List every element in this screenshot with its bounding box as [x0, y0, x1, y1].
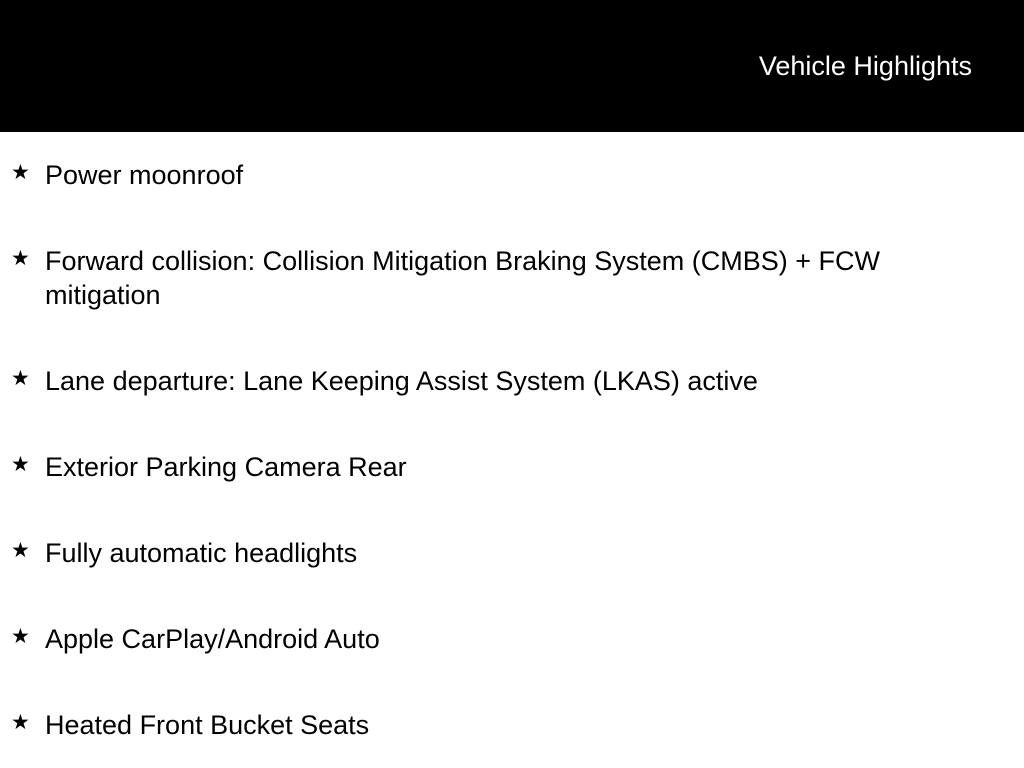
feature-label: Exterior Parking Camera Rear [45, 452, 407, 482]
feature-item-power-moonroof [0, 132, 1024, 218]
feature-item-parking-camera [0, 424, 1024, 510]
header-bar [0, 0, 1024, 132]
feature-item-headlights [0, 510, 1024, 596]
feature-item-lane-departure [0, 338, 1024, 424]
feature-item-heated-seats [0, 682, 1024, 768]
feature-label: Apple CarPlay/Android Auto [45, 624, 380, 654]
feature-item-forward-collision [0, 218, 1024, 338]
star-icon: ★ [11, 711, 30, 734]
feature-label: Power moonroof [45, 160, 244, 190]
star-icon: ★ [11, 247, 30, 270]
page-title: Vehicle Highlights [758, 51, 972, 81]
star-icon: ★ [11, 625, 30, 648]
star-icon: ★ [11, 367, 30, 390]
feature-label: Fully automatic headlights [45, 538, 358, 568]
feature-label: Lane departure: Lane Keeping Assist System (LKAS) active [45, 366, 758, 396]
star-icon: ★ [11, 453, 30, 476]
star-icon: ★ [11, 161, 30, 184]
feature-label: Heated Front Bucket Seats [45, 710, 370, 740]
feature-list [0, 132, 1024, 768]
feature-item-carplay [0, 596, 1024, 682]
star-icon: ★ [11, 539, 30, 562]
feature-label: Forward collision: Collision Mitigation Braking System (CMBS) + FCW mitigation [45, 246, 880, 310]
